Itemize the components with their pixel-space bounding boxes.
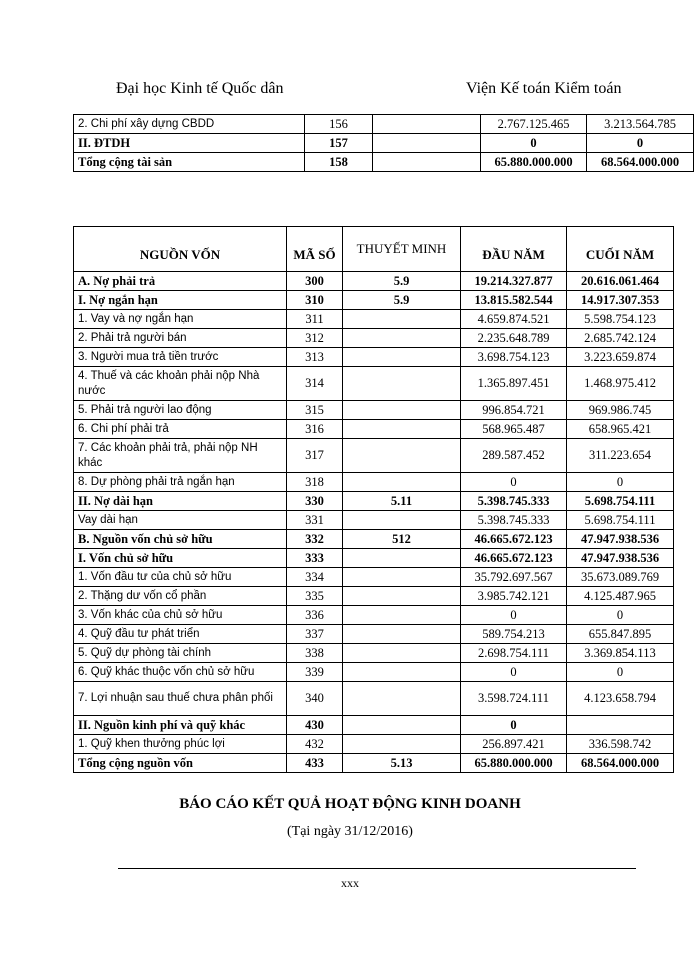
- assets-table: [73, 114, 694, 172]
- report-subtitle: (Tại ngày 31/12/2016): [287, 824, 413, 839]
- header-thuyet-minh: THUYẾT MINH: [343, 227, 461, 272]
- row-name: 6. Quỹ khác thuộc vốn chủ sở hữu: [74, 663, 287, 682]
- table-row: [74, 134, 694, 153]
- row-code: 318: [287, 473, 343, 492]
- row-start-value: 65.880.000.000: [481, 153, 587, 172]
- table-header-row: [74, 227, 674, 272]
- row-code: 339: [287, 663, 343, 682]
- row-note: [343, 735, 461, 754]
- row-name: 8. Dự phòng phải trả ngắn hạn: [74, 473, 287, 492]
- table-row: [74, 549, 674, 568]
- row-name: A. Nợ phải trả: [74, 272, 287, 291]
- row-name: I. Vốn chủ sở hữu: [74, 549, 287, 568]
- row-end-value: 4.123.658.794: [567, 682, 674, 716]
- table-row: [74, 348, 674, 367]
- row-name: 2. Thặng dư vốn cổ phần: [74, 587, 287, 606]
- row-note: [343, 606, 461, 625]
- row-start-value: 2.235.648.789: [461, 329, 567, 348]
- row-note: [343, 587, 461, 606]
- table-row: [74, 115, 694, 134]
- row-start-value: 0: [461, 716, 567, 735]
- row-code: 331: [287, 511, 343, 530]
- row-start-value: 0: [461, 663, 567, 682]
- row-code: 337: [287, 625, 343, 644]
- table-row: [74, 401, 674, 420]
- row-code: 156: [305, 115, 373, 134]
- row-start-value: 289.587.452: [461, 439, 567, 473]
- row-start-value: 3.598.724.111: [461, 682, 567, 716]
- row-name: II. ĐTDH: [74, 134, 305, 153]
- row-note: 5.11: [343, 492, 461, 511]
- row-name: 1. Vay và nợ ngắn hạn: [74, 310, 287, 329]
- liabilities-equity-table: [73, 226, 674, 773]
- row-code: 330: [287, 492, 343, 511]
- row-note: [343, 549, 461, 568]
- table-row: [74, 511, 674, 530]
- row-start-value: 1.365.897.451: [461, 367, 567, 401]
- row-start-value: 256.897.421: [461, 735, 567, 754]
- row-note: [343, 511, 461, 530]
- row-code: 311: [287, 310, 343, 329]
- row-end-value: 3.369.854.113: [567, 644, 674, 663]
- row-note: [373, 134, 481, 153]
- row-note: [343, 329, 461, 348]
- row-name: 2. Phải trả người bán: [74, 329, 287, 348]
- row-note: 512: [343, 530, 461, 549]
- row-name: 4. Thuế và các khoản phải nộp Nhà nước: [74, 367, 287, 401]
- institute-name: Viện Kế toán Kiểm toán: [466, 80, 622, 97]
- row-name: II. Nợ dài hạn: [74, 492, 287, 511]
- table-row: [74, 291, 674, 310]
- table-row: [74, 367, 674, 401]
- row-code: 340: [287, 682, 343, 716]
- row-start-value: 996.854.721: [461, 401, 567, 420]
- table-row: [74, 420, 674, 439]
- row-start-value: 65.880.000.000: [461, 754, 567, 773]
- row-name: I. Nợ ngắn hạn: [74, 291, 287, 310]
- row-note: [373, 115, 481, 134]
- page-header: [0, 80, 700, 102]
- row-end-value: 336.598.742: [567, 735, 674, 754]
- table-row: [74, 716, 674, 735]
- row-end-value: 2.685.742.124: [567, 329, 674, 348]
- row-end-value: 0: [567, 606, 674, 625]
- row-end-value: 47.947.938.536: [567, 549, 674, 568]
- row-end-value: 20.616.061.464: [567, 272, 674, 291]
- table-row: [74, 568, 674, 587]
- row-name: 6. Chi phí phải trả: [74, 420, 287, 439]
- row-start-value: 2.698.754.111: [461, 644, 567, 663]
- table-row: [74, 310, 674, 329]
- row-end-value: 3.223.659.874: [567, 348, 674, 367]
- row-end-value: 0: [567, 473, 674, 492]
- row-name: Tổng cộng tài sản: [74, 153, 305, 172]
- row-code: 314: [287, 367, 343, 401]
- row-note: 5.13: [343, 754, 461, 773]
- row-start-value: 5.398.745.333: [461, 511, 567, 530]
- table-row: [74, 625, 674, 644]
- header-ma-so: MÃ SỐ: [287, 227, 343, 272]
- row-start-value: 568.965.487: [461, 420, 567, 439]
- row-start-value: 3.985.742.121: [461, 587, 567, 606]
- row-end-value: 47.947.938.536: [567, 530, 674, 549]
- row-name: 1. Vốn đầu tư của chủ sở hữu: [74, 568, 287, 587]
- row-code: 317: [287, 439, 343, 473]
- table-row: [74, 735, 674, 754]
- row-start-value: 0: [461, 606, 567, 625]
- header-cuoi-nam: CUỐI NĂM: [567, 227, 674, 272]
- row-start-value: 0: [461, 473, 567, 492]
- row-name: Vay dài hạn: [74, 511, 287, 530]
- row-name: 7. Lợi nhuận sau thuế chưa phân phối: [74, 682, 287, 716]
- row-start-value: 0: [481, 134, 587, 153]
- row-code: 335: [287, 587, 343, 606]
- row-note: [343, 568, 461, 587]
- row-name: 1. Quỹ khen thưởng phúc lợi: [74, 735, 287, 754]
- row-name: 2. Chi phí xây dựng CBDD: [74, 115, 305, 134]
- row-code: 336: [287, 606, 343, 625]
- table-row: [74, 682, 674, 716]
- row-start-value: 46.665.672.123: [461, 549, 567, 568]
- row-code: 315: [287, 401, 343, 420]
- row-start-value: 4.659.874.521: [461, 310, 567, 329]
- table-row: [74, 663, 674, 682]
- row-code: 312: [287, 329, 343, 348]
- row-name: 7. Các khoản phải trả, phải nộp NH khác: [74, 439, 287, 473]
- row-code: 313: [287, 348, 343, 367]
- row-code: 433: [287, 754, 343, 773]
- row-end-value: 0: [587, 134, 694, 153]
- row-start-value: 46.665.672.123: [461, 530, 567, 549]
- row-end-value: 0: [567, 663, 674, 682]
- row-start-value: 19.214.327.877: [461, 272, 567, 291]
- row-note: 5.9: [343, 272, 461, 291]
- row-end-value: 68.564.000.000: [587, 153, 694, 172]
- table-row: [74, 530, 674, 549]
- row-end-value: 3.213.564.785: [587, 115, 694, 134]
- table-row: [74, 329, 674, 348]
- table-row: [74, 587, 674, 606]
- row-code: 158: [305, 153, 373, 172]
- row-note: 5.9: [343, 291, 461, 310]
- row-end-value: 658.965.421: [567, 420, 674, 439]
- row-end-value: 4.125.487.965: [567, 587, 674, 606]
- table-row: [74, 606, 674, 625]
- row-end-value: 5.698.754.111: [567, 511, 674, 530]
- row-note: [343, 367, 461, 401]
- divider-line: [118, 868, 636, 869]
- row-end-value: 5.698.754.111: [567, 492, 674, 511]
- table-row: [74, 644, 674, 663]
- row-start-value: 35.792.697.567: [461, 568, 567, 587]
- row-code: 432: [287, 735, 343, 754]
- row-note: [343, 663, 461, 682]
- row-start-value: 3.698.754.123: [461, 348, 567, 367]
- row-end-value: [567, 716, 674, 735]
- university-name: Đại học Kinh tế Quốc dân: [116, 80, 284, 97]
- row-code: 333: [287, 549, 343, 568]
- row-start-value: 5.398.745.333: [461, 492, 567, 511]
- row-end-value: 14.917.307.353: [567, 291, 674, 310]
- row-note: [343, 439, 461, 473]
- row-end-value: 5.598.754.123: [567, 310, 674, 329]
- report-title: BÁO CÁO KẾT QUẢ HOẠT ĐỘNG KINH DOANH: [179, 796, 521, 812]
- row-note: [343, 310, 461, 329]
- row-name: 3. Người mua trả tiền trước: [74, 348, 287, 367]
- row-note: [343, 625, 461, 644]
- row-code: 430: [287, 716, 343, 735]
- row-code: 300: [287, 272, 343, 291]
- row-note: [343, 401, 461, 420]
- row-note: [343, 473, 461, 492]
- table-row: [74, 492, 674, 511]
- row-code: 334: [287, 568, 343, 587]
- table-row: [74, 153, 694, 172]
- row-end-value: 969.986.745: [567, 401, 674, 420]
- row-code: 316: [287, 420, 343, 439]
- footer-text: xxx: [341, 876, 359, 890]
- row-name: 3. Vốn khác của chủ sở hữu: [74, 606, 287, 625]
- row-note: [343, 644, 461, 663]
- table-row: [74, 439, 674, 473]
- row-note: [343, 682, 461, 716]
- table-row: [74, 272, 674, 291]
- row-start-value: 13.815.582.544: [461, 291, 567, 310]
- row-end-value: 35.673.089.769: [567, 568, 674, 587]
- row-end-value: 655.847.895: [567, 625, 674, 644]
- header-nguon-von: NGUỒN VỐN: [74, 227, 287, 272]
- table-row: [74, 754, 674, 773]
- row-end-value: 1.468.975.412: [567, 367, 674, 401]
- row-code: 332: [287, 530, 343, 549]
- header-dau-nam: ĐẦU NĂM: [461, 227, 567, 272]
- row-code: 157: [305, 134, 373, 153]
- row-note: [373, 153, 481, 172]
- row-note: [343, 716, 461, 735]
- row-code: 310: [287, 291, 343, 310]
- row-code: 338: [287, 644, 343, 663]
- row-start-value: 589.754.213: [461, 625, 567, 644]
- row-end-value: 311.223.654: [567, 439, 674, 473]
- row-name: 4. Quỹ đầu tư phát triển: [74, 625, 287, 644]
- row-note: [343, 420, 461, 439]
- row-name: 5. Phải trả người lao động: [74, 401, 287, 420]
- row-name: II. Nguồn kinh phí và quỹ khác: [74, 716, 287, 735]
- row-name: Tổng cộng nguồn vốn: [74, 754, 287, 773]
- table-row: [74, 473, 674, 492]
- row-name: 5. Quỹ dự phòng tài chính: [74, 644, 287, 663]
- row-end-value: 68.564.000.000: [567, 754, 674, 773]
- row-name: B. Nguồn vốn chủ sở hữu: [74, 530, 287, 549]
- row-note: [343, 348, 461, 367]
- row-start-value: 2.767.125.465: [481, 115, 587, 134]
